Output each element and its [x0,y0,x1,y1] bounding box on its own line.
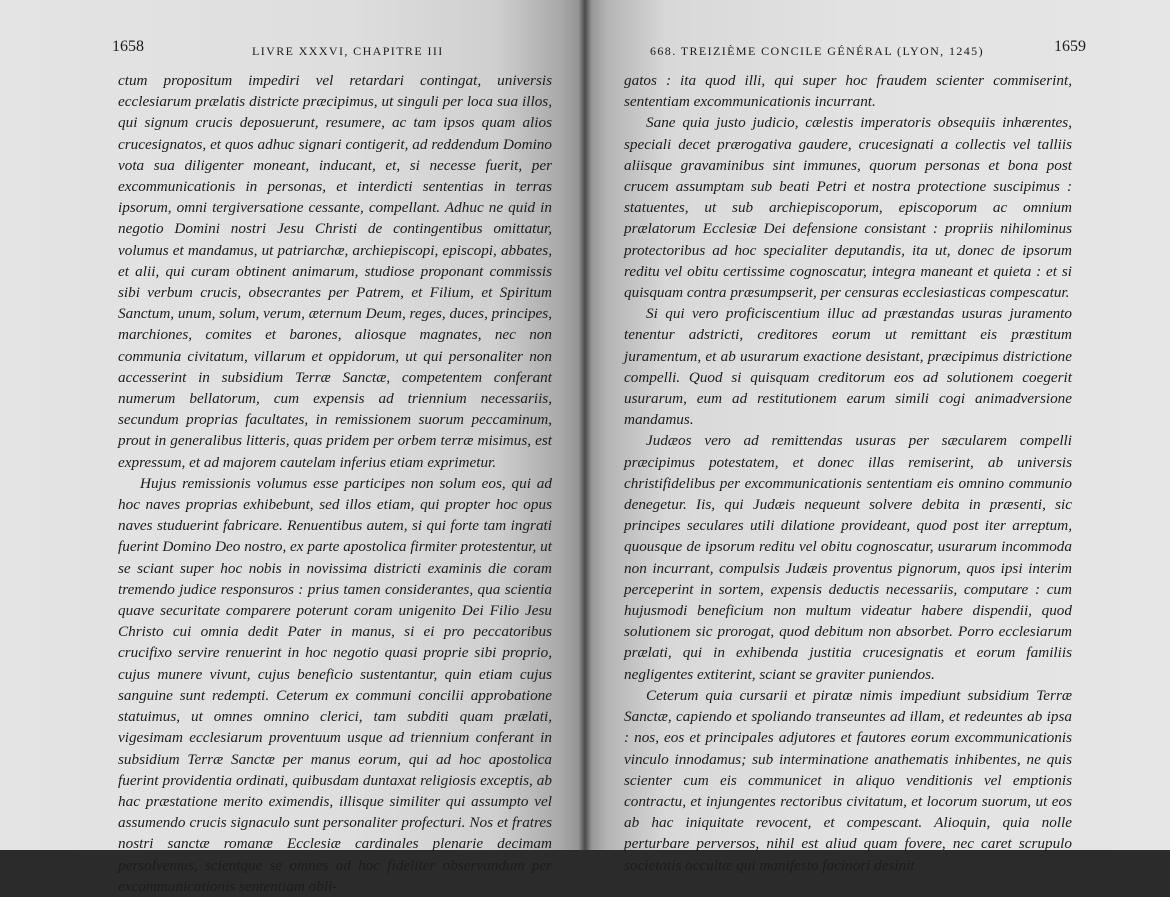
left-page-header [112,38,542,64]
right-page-text [624,70,1072,876]
running-head: LIVRE XXXVI, CHAPITRE III [252,44,444,58]
paragraph: Si qui vero proficiscentium illuc ad præstandas usuras juramento tenentur adstricti, creditores eorum ut remittant eis præstitum juramentum, et ab usurarum exactione desistant, præcipimus districtione compelli. Quod si quisquam creditorum eos ad solutionem coegerit usurarum, eum ad restitutionem earum simili cogi animadversione mandamus. [624,305,1072,429]
right-page-header [650,38,1086,64]
right-page [584,0,1170,874]
page-number: 1658 [112,38,144,55]
page-number: 1659 [1054,38,1086,55]
paragraph: gatos : ita quod illi, qui super hoc fraudem scienter commiserint, sententiam excommunicationis incurrant. [624,72,1072,111]
running-head: 668. TREIZIÈME CONCILE GÉNÉRAL (LYON, 1245) [650,44,984,58]
paragraph: Ceterum quia cursarii et piratæ nimis impediunt subsidium Terræ Sanctæ, capiendo et spoliando transeuntes ad illam, et redeuntes ab ipsa : nos, eos et principales adjutores et fautores eorum excommunicationis vinculo innodamus; sub interminatione anathematis inhibentes, ne quis scienter cum eis communicet in aliquo venditionis vel emptionis contractu, et injungentes rectoribus civitatum, et locorum suorum, ut eos ab hac iniquitate revocent, et compescant. Alioquin, quia nolle perturbare perversos, nihil est aliud quam fovere, nec caret scrupulo societatis occultæ qui manifesto facinori desinit [624,686,1072,874]
book-gutter [578,0,592,850]
left-page-text [118,70,552,897]
paragraph: Hujus remissionis volumus esse participes non solum eos, qui ad hoc naves proprias exhibebunt, sed illos etiam, qui propter hoc opus naves studuerint fabricare. Renuentibus autem, si qui forte tam ingrati fuerint Domino Deo nostro, ex parte apostolica firmiter protestentur, ut se sciant super hoc nobis in novissima districti examinis die coram tremendo judice responsuros : prius tamen considerantes, qua scientia quave securitate comparere poterunt coram unigenito Dei Filio Jesu Christo cui omnia dedit Pater in manus, si ei pro peccatoribus crucifixo servire renuerint in hoc negotio quasi proprie sibi proprio, cujus munere vivunt, cujus beneficio sustentantur, quin etiam cujus sanguine sunt redempti. Ceterum ex communi concilii approbatione statuimus, ut omnes omnino clerici, tam subditi quam prælati, vigesimam ecclesiarum proventuum usque ad triennium conferant in subsidium Terræ Sanctæ per manus eorum, qui ad hoc apostolica fuerint providentia ordinati, quibusdam duntaxat religiosis exceptis, ab hac præstatione merito eximendis, illisque similiter qui assumpto vel assumendo crucis signaculo sunt personaliter profecturi. Nos et fratres nostri sanctæ romanæ Ecclesiæ cardinales plenarie decimam persolvemus, scientque se omnes ad hoc fideliter observandum per excommunicationis sententiam obli- [118,474,552,895]
paragraph: ctum propositum impediri vel retardari contingat, universis ecclesiarum prælatis districte præcipimus, ut singuli per loca sua illos, qui signum crucis deposuerunt, resumere, ac tam ipsos quam alios crucesignatos, et quos adhuc signari contigerit, ad reddendum Domino vota sua diligenter moneant, inducant, et, si necesse fuerit, per excommunicationis in personas, et interdicti sententias in terras ipsorum, omni tergiversatione cessante, compellant. Adhuc ne quid in negotio Domini nostri Jesu Christi de contingentibus omittatur, volumus et mandamus, ut patriarchæ, archiepiscopi, episcopi, abbates, et alii, qui curam obtinent animarum, studiose proponant commissis sibi verbum crucis, obsecrantes per Patrem, et Filium, et Spiritum Sanctum, unum, solum, verum, æternum Deum, reges, duces, principes, marchiones, comites et barones, aliosque magnates, nec non communia civitatum, villarum et oppidorum, ut qui personaliter non accesserint in subsidium Terræ Sanctæ, competentem conferant numerum bellatorum, cum expensis ad triennium necessariis, secundum proprias facultates, in remissionem suorum peccaminum, prout in generalibus litteris, quas pridem per orbem terræ misimus, est expressum, et ad majorem cautelam inferius etiam exprimetur. [118,72,552,471]
paragraph: Judæos vero ad remittendas usuras per sæcularem compelli præcipimus potestatem, et donec illas remiserint, ab universis christifidelibus per excommunicationis sententiam eis omnino communio denegetur. Iis, qui Judæis nequeunt solvere debita in præsenti, sic principes seculares utili dilatione provideant, quod post iter arreptum, quousque de ipsorum reditu vel obitu cognoscatur, usurarum incommoda non incurrant, compulsis Judæis proventus pignorum, quos ipsi interim perceperint in sortem, expensis deductis necessariis, computare : cum hujusmodi beneficium non multum videatur habere dispendii, quod solutionem sic prorogat, quod debitum non absorbet. Porro ecclesiarum prælati, qui in exhibenda justitia crucesignatis et eorum familiis negligentes extiterint, sciant se graviter puniendos. [624,432,1072,683]
left-page [0,0,584,895]
paragraph: Sane quia justo judicio, cælestis imperatoris obsequiis inhærentes, speciali decet prærogativa gaudere, crucesignati a collectis vel talliis aliisque gravaminibus sint immunes, quorum personas et bona post crucem assumptam sub beati Petri et nostra protectione suscipimus : statuentes, ut sub archiepiscoporum, episcoporum ac omnium prælatorum Ecclesiæ Dei defensione consistant : propriis nihilominus protectoribus ad hoc specialiter deputandis, ita ut, donec de ipsorum reditu vel obitu certissime cognoscatur, integra maneant et quieta : et si quisquam contra præsumpserit, per censuras ecclesiasticas compescatur. [624,114,1072,302]
